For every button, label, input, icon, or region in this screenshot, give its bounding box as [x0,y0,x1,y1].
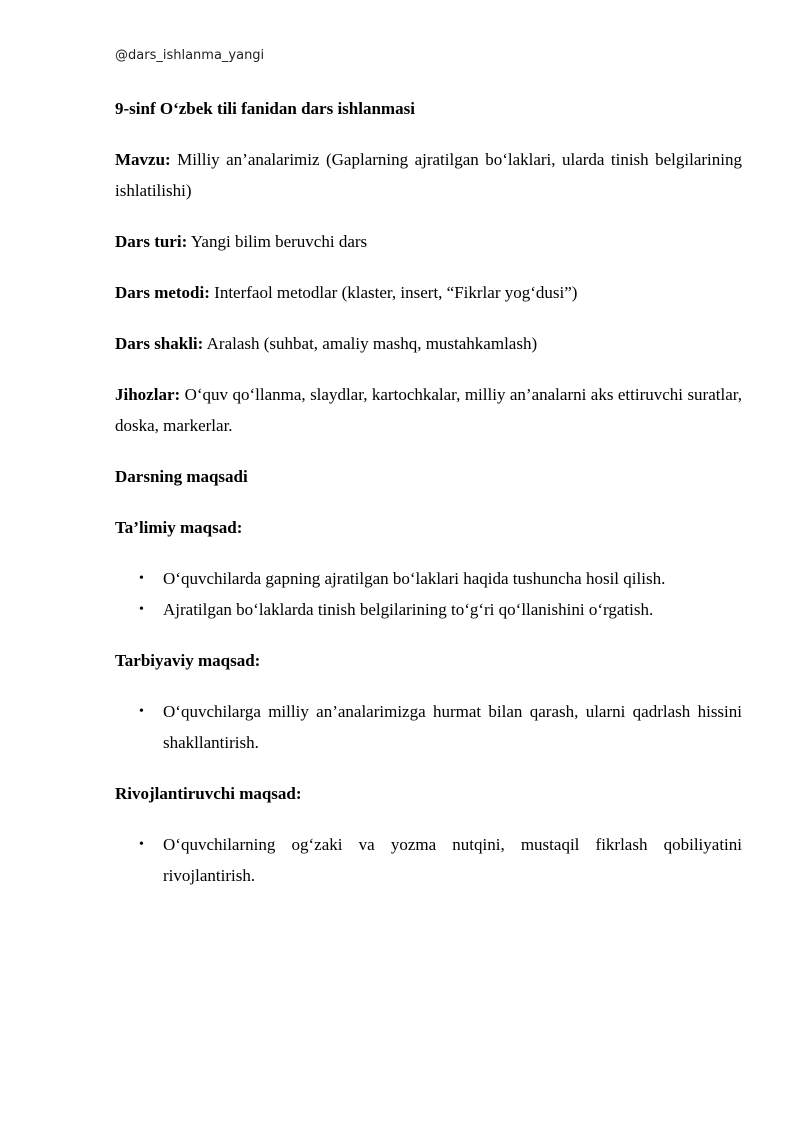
list-item [115,829,742,891]
field-mavzu [115,144,742,206]
document-body [115,93,742,911]
field-label: Dars metodi: [115,283,210,302]
field-value: Aralash (suhbat, amaliy mashq, mustahkamlash) [203,334,538,353]
section-heading-talimiy: Ta’limiy maqsad: [115,518,243,537]
field-label: Mavzu: [115,150,171,169]
goals-heading: Darsning maqsadi [115,467,248,486]
field-label: Jihozlar: [115,385,181,404]
list-item [115,696,742,758]
field-value: Interfaol metodlar (klaster, insert, “Fikrlar yog‘dusi”) [209,283,578,302]
list-item-text: O‘quvchilarga milliy an’analarimizga hurmat bilan qarash, ularni qadrlash hissini shakllantirish. [163,702,742,752]
list-item-text: O‘quvchilarda gapning ajratilgan bo‘laklari haqida tushuncha hosil qilish. [163,569,666,588]
list-item [115,594,742,625]
section-heading-tarbiyaviy: Tarbiyaviy maqsad: [115,651,261,670]
list-item-text: O‘quvchilarning og‘zaki va yozma nutqini, mustaqil fikrlash qobiliyatini rivojlantirish. [163,835,742,885]
bullet-icon: • [139,571,144,586]
field-value: Milliy an’analarimiz (Gaplarning ajratilgan bo‘laklari, ularda tinish belgilarining ishlatilishi) [115,150,742,200]
list-item [115,563,742,594]
field-dars-turi [115,226,742,257]
page-header-watermark: @dars_ishlanma_yangi [115,48,265,63]
field-value: Yangi bilim beruvchi dars [187,232,368,251]
bullet-list-rivojlantiruvchi [115,829,742,891]
field-jihozlar [115,379,742,441]
field-value: O‘quv qo‘llanma, slaydlar, kartochkalar, milliy an’analarni aks ettiruvchi suratlar, doska, markerlar. [115,385,742,435]
bullet-icon: • [139,602,144,617]
bullet-icon: • [139,837,144,852]
field-dars-shakli [115,328,742,359]
bullet-list-talimiy [115,563,742,625]
field-label: Dars shakli: [115,334,204,353]
bullet-list-tarbiyaviy [115,696,742,758]
document-title: 9-sinf O‘zbek tili fanidan dars ishlanmasi [115,99,415,118]
section-heading-rivojlantiruvchi: Rivojlantiruvchi maqsad: [115,784,302,803]
list-item-text: Ajratilgan bo‘laklarda tinish belgilarining to‘g‘ri qo‘llanishini o‘rgatish. [163,600,654,619]
field-dars-metodi [115,277,742,308]
field-label: Dars turi: [115,232,188,251]
bullet-icon: • [139,704,144,719]
